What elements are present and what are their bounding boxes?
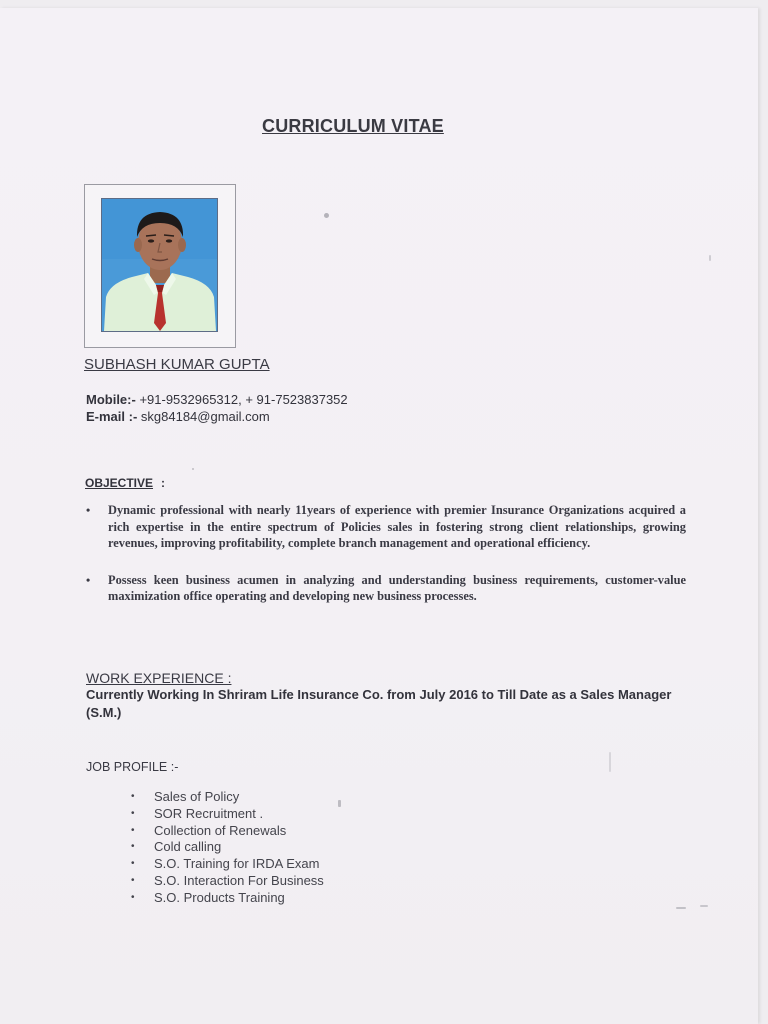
job-profile-item xyxy=(130,856,324,873)
objective-heading xyxy=(85,476,165,490)
job-profile-item-text: Cold calling xyxy=(154,839,222,855)
scan-speck xyxy=(700,905,708,907)
scan-speck xyxy=(676,907,686,909)
bullet-icon: • xyxy=(86,503,91,517)
job-profile-item xyxy=(130,839,324,856)
scan-speck xyxy=(338,800,341,807)
objective-list xyxy=(86,502,686,605)
email-value: skg84184@gmail.com xyxy=(137,409,270,424)
job-profile-item-text: S.O. Products Training xyxy=(154,889,285,905)
photo-frame xyxy=(84,184,236,348)
job-profile-item xyxy=(130,890,324,907)
scan-speck xyxy=(192,468,194,470)
job-profile-list xyxy=(130,789,324,907)
bullet-icon: • xyxy=(131,874,135,886)
profile-photo xyxy=(101,198,218,332)
job-profile-item-text: Collection of Renewals xyxy=(154,822,287,838)
objective-heading-text: OBJECTIVE xyxy=(85,476,154,490)
mobile-line xyxy=(86,392,348,407)
bullet-icon: • xyxy=(131,891,135,903)
bullet-icon: • xyxy=(86,572,91,587)
email-label: E-mail :- xyxy=(86,409,138,424)
scan-speck xyxy=(709,255,711,261)
job-profile-item-text: Sales of Policy xyxy=(154,789,240,804)
job-profile-item xyxy=(130,789,324,806)
candidate-name: SUBHASH KUMAR GUPTA xyxy=(84,356,270,373)
objective-item xyxy=(86,502,686,552)
scan-speck xyxy=(324,213,329,218)
bullet-icon: • xyxy=(131,807,135,819)
bullet-icon: • xyxy=(131,858,135,870)
work-experience-text: Currently Working In Shriram Life Insurance Co. from July 2016 to Till Date as a Sales Manager (S.M.) xyxy=(86,687,672,720)
job-profile-item xyxy=(130,873,324,890)
mobile-value: +91-9532965312, + 91-7523837352 xyxy=(135,392,348,407)
job-profile-item-text: S.O. Training for IRDA Exam xyxy=(154,856,320,872)
job-profile-item xyxy=(130,806,324,823)
mobile-label: Mobile:- xyxy=(86,392,136,407)
job-profile-item-text: S.O. Interaction For Business xyxy=(154,872,324,888)
scan-speck xyxy=(609,752,611,772)
document-title: CURRICULUM VITAE xyxy=(262,116,444,136)
work-experience-heading: WORK EXPERIENCE : xyxy=(86,670,232,686)
email-line xyxy=(86,409,270,424)
bullet-icon: • xyxy=(131,841,135,853)
objective-item-text: Dynamic professional with nearly 11years of experience with premier Insurance Organizations acquired a rich expertise in the entire spectrum of Policies sales in fostering strong client relationships, growing revenues, improving profitability, complete branch management and operational efficiency. xyxy=(108,503,686,550)
job-profile-heading: JOB PROFILE :- xyxy=(86,760,179,774)
bullet-icon: • xyxy=(131,824,135,836)
person-portrait-image xyxy=(102,199,217,331)
objective-item xyxy=(86,572,686,605)
objective-heading-colon: : xyxy=(161,476,166,490)
job-profile-item xyxy=(130,823,324,840)
bullet-icon: • xyxy=(131,791,135,802)
objective-item-text: Possess keen business acumen in analyzing and understanding business requirements, customer-value maximization office operating and developing new business processes. xyxy=(108,572,686,603)
job-profile-item-text: SOR Recruitment . xyxy=(154,805,264,821)
